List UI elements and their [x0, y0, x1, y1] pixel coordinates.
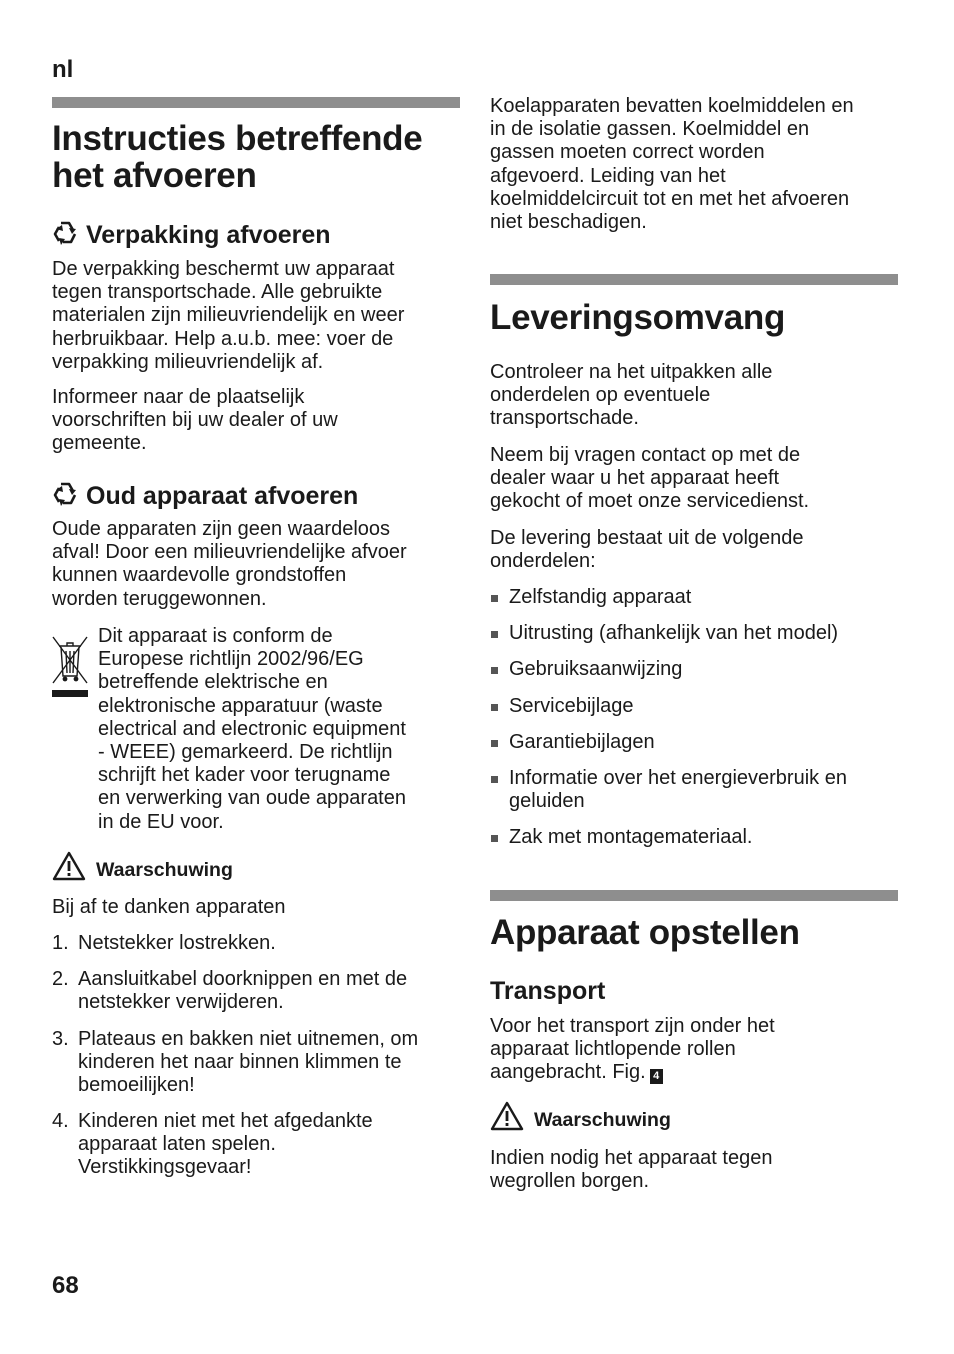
recycle-icon	[52, 220, 78, 246]
language-tag: nl	[52, 56, 74, 83]
refrigerant-paragraph: Koelapparaten bevatten koelmiddelen en in de isolatie gassen. Koelmiddel en gassen moeten correct worden afgevoerd. Leiding van het koelmiddelcircuit tot en met het afvoeren niet beschadigen.	[490, 95, 854, 234]
list-item: Zak met montagemateriaal.	[490, 826, 919, 849]
figure-reference: 4	[650, 1069, 663, 1084]
list-item: 1. Netstekker lostrekken.	[52, 932, 276, 954]
old-appliance-heading: Oud apparaat afvoeren	[52, 481, 462, 510]
list-item: Garantiebijlagen	[490, 731, 919, 754]
contact-paragraph: Neem bij vragen contact op met de dealer waar u het apparaat heeft gekocht of moet onze servicedienst.	[490, 444, 810, 513]
list-item: 3. Plateaus en bakken niet uitnemen, om kinderen het naar binnen klimmen te bemoeilijken!	[52, 1028, 419, 1097]
recycle-icon	[52, 481, 78, 507]
section-rule	[490, 274, 898, 285]
packaging-paragraph: De verpakking beschermt uw apparaat tegen transportschade. Alle gebruikte materialen zijn milieuvriendelijk en weer herbruikbaar. Help a.u.b. mee: voer de verpakking milieuvriendelijk af.	[52, 258, 405, 373]
section-rule	[490, 890, 898, 901]
warning-heading: Waarschuwing	[490, 1101, 904, 1131]
page-number: 68	[52, 1272, 79, 1299]
delivery-title: Leveringsomvang	[490, 298, 786, 337]
packaging-heading: Verpakking afvoeren	[52, 220, 462, 249]
delivery-paragraph: Controleer na het uitpakken alle onderdelen op eventuele transportschade.	[490, 361, 773, 430]
disposal-title: Instructies betreffende het afvoeren	[52, 119, 423, 195]
old-appliance-paragraph: Oude apparaten zijn geen waardeloos afval! Door een milieuvriendelijke afvoer kunnen waardevolle grondstoffen worden teruggewonnen.	[52, 518, 407, 610]
warning-triangle-icon	[52, 851, 86, 881]
warning-intro: Bij af te danken apparaten	[52, 896, 286, 918]
weee-paragraph: Dit apparaat is conform de Europese richtlijn 2002/96/EG betreffende elektrische en elektronische apparatuur (waste electrical and electronic equipment - WEEE) gemarkeerd. De richtlijn schrijft het kader voor terugname en verwerking van oude apparaten in de EU voor.	[98, 625, 406, 833]
weee-bin-icon	[50, 633, 90, 699]
setup-title: Apparaat opstellen	[490, 913, 800, 952]
contents-intro: De levering bestaat uit de volgende onderdelen:	[490, 527, 804, 573]
list-item: Informatie over het energieverbruik en geluiden	[490, 767, 919, 813]
warning-triangle-icon	[490, 1101, 524, 1131]
list-item: 2. Aansluitkabel doorknippen en met de netstekker verwijderen.	[52, 968, 408, 1014]
local-rules-paragraph: Informeer naar de plaatselijk voorschriften bij uw dealer of uw gemeente.	[52, 386, 338, 455]
list-item: Gebruiksaanwijzing	[490, 658, 919, 681]
warning-heading: Waarschuwing	[52, 851, 462, 881]
list-item: Zelfstandig apparaat	[490, 586, 919, 609]
section-rule	[52, 97, 460, 108]
list-item: 4. Kinderen niet met het afgedankte apparaat laten spelen. Verstikkingsgevaar!	[52, 1110, 373, 1179]
transport-heading: Transport	[490, 977, 606, 1005]
list-item: Servicebijlage	[490, 695, 919, 718]
warning-text: Indien nodig het apparaat tegen wegrollen borgen.	[490, 1147, 773, 1193]
list-item: Uitrusting (afhankelijk van het model)	[490, 622, 919, 645]
transport-paragraph: Voor het transport zijn onder het apparaat lichtlopende rollen aangebracht. Fig. 4	[490, 1015, 775, 1084]
